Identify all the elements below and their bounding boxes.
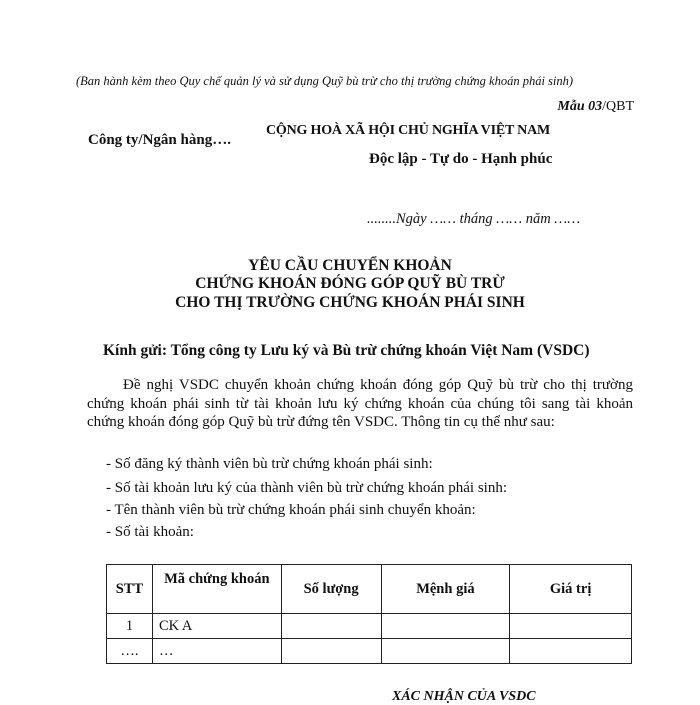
table-header-quantity: Số lượng [281,565,381,614]
date-line: ........Ngày …… tháng …… năm …… [367,211,581,227]
securities-table [106,564,632,664]
vsdc-confirmation-heading: XÁC NHẬN CỦA VSDC [392,689,536,704]
national-title: CỘNG HOÀ XÃ HỘI CHỦ NGHĨA VIỆT NAM [266,123,550,138]
table-cell-value [510,639,632,664]
field-member-registration-number: - Số đăng ký thành viên bù trừ chứng khoán phái sinh: [106,456,433,472]
table-cell-security-code: … [152,639,281,664]
table-cell-stt: 1 [107,614,153,639]
table-header-row [107,565,632,614]
form-code [557,99,634,115]
table-row [107,614,632,639]
recipient-line: Kính gửi: Tổng công ty Lưu ký và Bù trừ chứng khoán Việt Nam (VSDC) [103,342,590,359]
table-cell-par-value [381,614,510,639]
table-header-stt: STT [107,565,153,614]
table-cell-security-code: CK A [152,614,281,639]
form-code-suffix: /QBT [602,99,634,114]
table-header-value: Giá trị [510,565,632,614]
table-header-security-code: Mã chứng khoán [152,565,281,614]
field-member-name: - Tên thành viên bù trừ chứng khoán phái sinh chuyển khoản: [106,502,476,518]
table-cell-value [510,614,632,639]
body-paragraph-text: Đề nghị VSDC chuyển khoản chứng khoán đóng góp Quỹ bù trừ cho thị trường chứng khoán phái sinh từ tài khoản lưu ký chứng khoán của chúng tôi sang tài khoản chứng khoán đóng góp Quỹ bù trừ đứng tên VSDC. Thông tin cụ thể như sau: [87,377,633,430]
company-name-field: Công ty/Ngân hàng…. [88,132,231,148]
document-title-line-3: CHO THỊ TRƯỜNG CHỨNG KHOÁN PHÁI SINH [175,294,525,311]
national-motto: Độc lập - Tự do - Hạnh phúc [369,151,553,167]
table-header-par-value: Mệnh giá [381,565,510,614]
body-paragraph [87,376,633,432]
table-cell-stt: …. [107,639,153,664]
field-depository-account-number: - Số tài khoản lưu ký của thành viên bù trừ chứng khoán phái sinh: [106,480,507,496]
table-cell-par-value [381,639,510,664]
field-account-number: - Số tài khoản: [106,524,194,540]
table-cell-quantity [281,639,381,664]
regulation-note: (Ban hành kèm theo Quy chế quản lý và sử dụng Quỹ bù trừ cho thị trường chứng khoán phái sinh) [76,74,574,88]
document-title-line-2: CHỨNG KHOÁN ĐÓNG GÓP QUỸ BÙ TRỪ [195,275,505,292]
table-row [107,639,632,664]
form-code-prefix: Mẫu 03 [557,99,603,114]
table-cell-quantity [281,614,381,639]
document-title-line-1: YÊU CẦU CHUYỂN KHOẢN [248,257,452,274]
